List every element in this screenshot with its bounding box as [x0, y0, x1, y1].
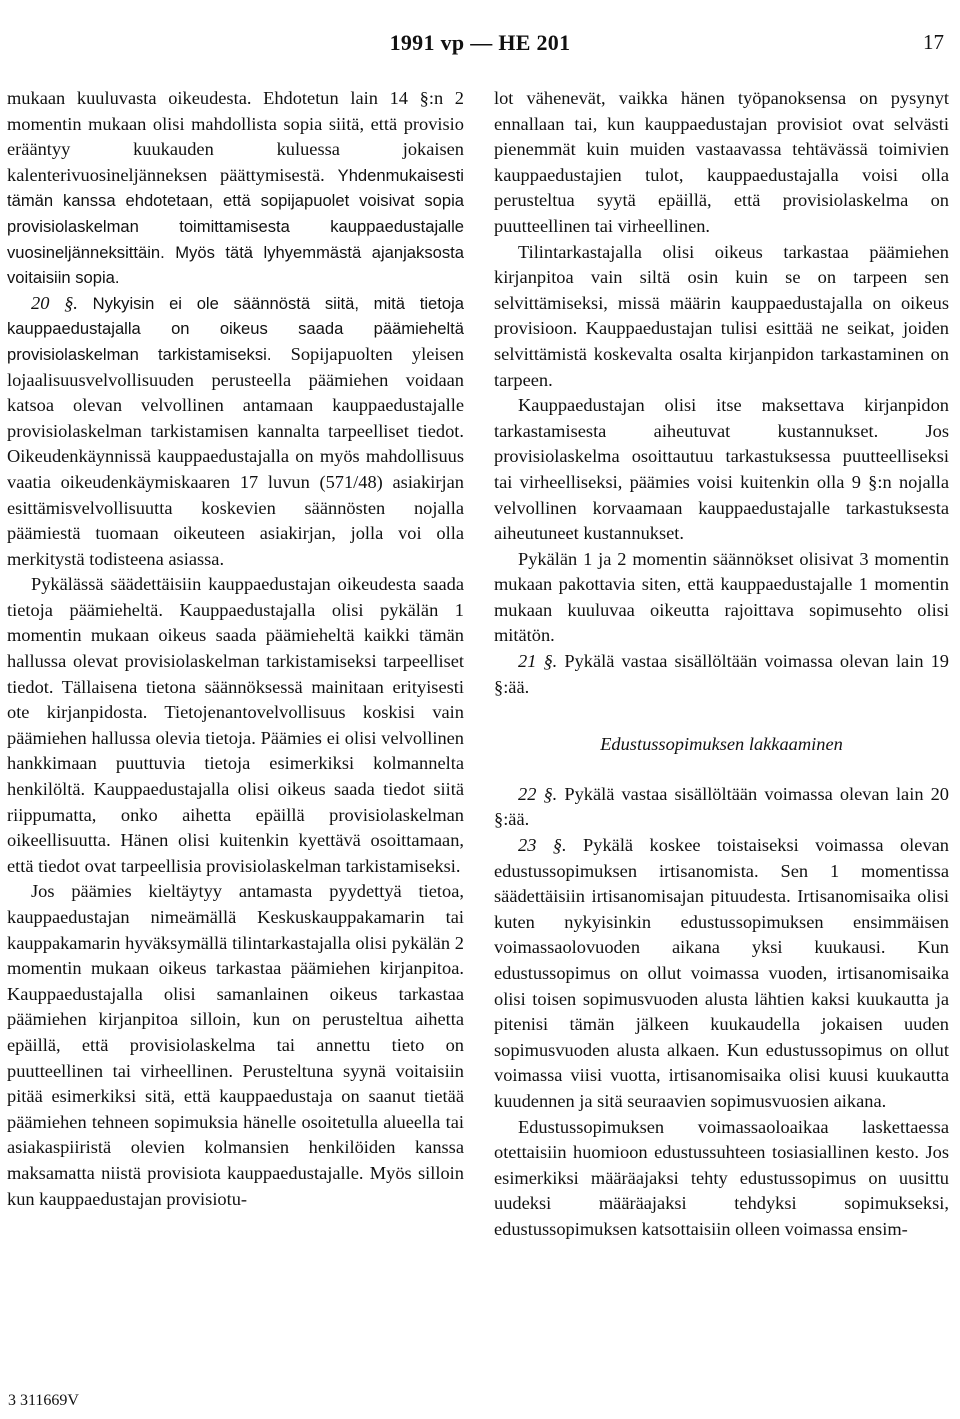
paragraph-text: Pykälä vastaa sisällöltään voimassa olevan lain 19 §:ää.: [494, 651, 949, 697]
left-column: [7, 86, 464, 1212]
paragraph-text: Pykälä vastaa sisällöltään voimassa olevan lain 20 §:ää.: [494, 783, 949, 830]
section-number: 23 §.: [518, 835, 567, 856]
paragraph: Edustussopimuksen voimassaoloaikaa laskettaessa otettaisiin huomioon edustussuhteen tosiasiallinen kesto. Jos esimerkiksi määräajaksi tehty edustussopimus on uusittu uudeksi määräajaksi tehdyksi sopimukseksi, edustussopimuksen katsottaisiin olleen voimassa ensim-: [494, 1116, 949, 1239]
paragraph: Tilintarkastajalla olisi oikeus tarkastaa päämiehen kirjanpitoa vain siltä osin kuin se on tarpeen sen selvittämiseksi, missä määrin kauppaedustajalla on oikeus provisioon. Kauppaedustajan tulisi esittää ne seikat, joiden selvittämistä koskevalta osalta kirjanpidon tarkastaminen on tarpeen.: [494, 241, 949, 390]
paragraph: lot vähenevät, vaikka hänen työpanoksensa on pysynyt ennallaan tai, kun kauppaedustajan provisiot ovat selvästi pienemmät kuin muiden vastaavassa tehtävässä toimivien kauppaedustajien tulot, kauppaedustajalla voisi olla perusteltua syytä epäillä, että provisiolaskelma on puutteellinen tai virheellinen.: [494, 88, 949, 236]
paragraph: [7, 86, 464, 291]
section-number: 22 §.: [518, 783, 558, 804]
print-code: 3 311669V: [8, 1392, 79, 1409]
paragraph-text: mukaan kuuluvasta oikeudesta. Ehdotetun lain 14 §:n 2 momentin mukaan olisi mahdollista sopia siitä, että provisio erääntyy kuukauden kuluessa jokaisen kalenterivuosineljänneksen päättymisestä.: [7, 88, 464, 185]
paragraph: Jos päämies kieltäytyy antamasta pyydettyä tietoa, kauppaedustajan nimeämällä Keskuskauppakamarin tai kauppakamarin hyväksymällä tilintarkastajalla olisi pykälän 2 momentin mukaan oikeus tarkastaa päämiehen kirjanpitoa. Kauppaedustajalla olisi samanlainen oikeus tarkastaa päämiehen kirjanpitoa silloin, kun on perusteltua aihetta epäillä, että provisiolaskelma tai annettu tieto on puutteellinen tai virheellinen. Perusteltuna syynä voitaisiin pitää esimerkiksi sitä, että kauppaedustaja on saanut tietää päämiehen tehneen sopimuksia hänelle osoitetulla alueella tai asiakaspiiristä olevien kolmansien henkilöiden kanssa maksamatta niistä provisiota kauppaedustajalle. Myös silloin kun kauppaedustajan provisiotu-: [7, 881, 464, 1209]
paragraph: [494, 782, 949, 833]
running-title: 1991 vp — HE 201: [389, 30, 571, 55]
paragraph: [494, 649, 949, 700]
right-column: [494, 86, 949, 1243]
paragraph: Kauppaedustajan olisi itse maksettava kirjanpidon tarkastamisesta aiheutuvat kustannukset. Jos provisiolaskelma osoittautuu tarkastuksessa puutteelliseksi tai virheelliseksi, päämies voisi kuitenkin olla 9 §:n nojalla velvollinen korvaamaan kauppaedustajalle tarkastuksesta aiheutuneet kustannukset.: [494, 395, 949, 544]
paragraph-text: Pykälä koskee toistaiseksi voimassa olevan edustussopimuksen irtisanomista. Sen 1 momentissa säädettäisiin irtisanomisajan pituudesta. Irtisanomisaika olisi kuten nykyisinkin edustussopimuksen ensimmäisen voimassaolovuoden aikana yksi kuukausi. Kun edustussopimus on ollut voimassa vuoden, irtisanomisaika olisi toisen sopimusvuoden alusta lähtien kaksi kuukautta ja pitenisi tämän jälkeen kuukaudella jokaisen uuden sopimusvuoden alusta alkaen. Kun edustussopimus on ollut voimassa viisi vuotta, irtisanomisaika olisi kuusi kuukautta kuudennen ja sitä seuraavien sopimusvuosien aikana.: [494, 835, 950, 1111]
section-number: 21 §.: [518, 651, 558, 672]
page-header: [0, 30, 960, 60]
section-heading: Edustussopimuksen lakkaaminen: [600, 734, 843, 755]
paragraph: [7, 291, 464, 573]
section-number: 20 §.: [31, 292, 78, 313]
page-number: 17: [923, 30, 944, 54]
paragraph-text-sans: Nykyisin ei ole säännöstä siitä, mitä tietoja kauppaedustajalla on oikeus saada päämieheltä provisiolaskelman tarkistamiseksi.: [7, 293, 464, 364]
paragraph: Pykälän 1 ja 2 momentin säännökset olisivat 3 momentin mukaan pakottavia siten, että kauppaedustajalle 1 momentin mukaan kuuluvaa oikeutta rajoittava sopimusehto olisi mitätön.: [494, 548, 949, 646]
paragraph: [494, 833, 949, 1115]
paragraph: Pykälässä säädettäisiin kauppaedustajan oikeudesta saada tietoja päämieheltä. Kauppaedustajalla olisi pykälän 1 momentin mukaan oikeus saada päämieheltä kaikki tämän hallussa olevat provisiolaskelman tarkistamiseksi tarpeelliset tiedot. Tällaisena tietona säännöksessä mainitaan erityisesti ote kirjanpidosta. Tietojenantovelvollisuus koskisi vain päämiehen hallussa olevia tietoja. Päämies ei olisi velvollinen hankkimaan puuttuvia tietoja esimerkiksi kolmannelta henkilöltä. Kauppaedustajalla olisi oikeus saada tiedot siitä riippumatta, onko aihetta epäillä provisiolaskelman oikeellisuutta. Hänen olisi kuitenkin kyettävä osoittamaan, että tiedot ovat tarpeellisia provisiolaskelman tarkistamiseksi.: [7, 574, 464, 876]
paragraph-text-sans: Yhdenmukaisesti tämän kanssa ehdotetaan, että sopijapuolet voisivat sopia provisiolaskelman toimittamisesta kauppaedustajalle vuosineljänneksittäin. Myös tätä lyhyemmästä ajanjaksosta voitaisiin sopia.: [7, 165, 464, 288]
paragraph-text: Sopijapuolten yleisen lojaalisuusvelvollisuuden perusteella päämiehen voidaan katsoa olevan velvollinen antamaan kauppaedustajalle provisiolaskelman tarkistamisen kannalta tarpeelliset tiedot. Oikeudenkäynnissä kauppaedustajalla on myös mahdollisuus vaatia oikeudenkäymiskaaren 17 luvun (571/48) asiakirjan esittämisvelvollisuutta koskevien säännösten nojalla päämiestä tuomaan oikeuteen asiakirjan, jolla voi olla merkitystä todisteena asiassa.: [7, 343, 464, 569]
